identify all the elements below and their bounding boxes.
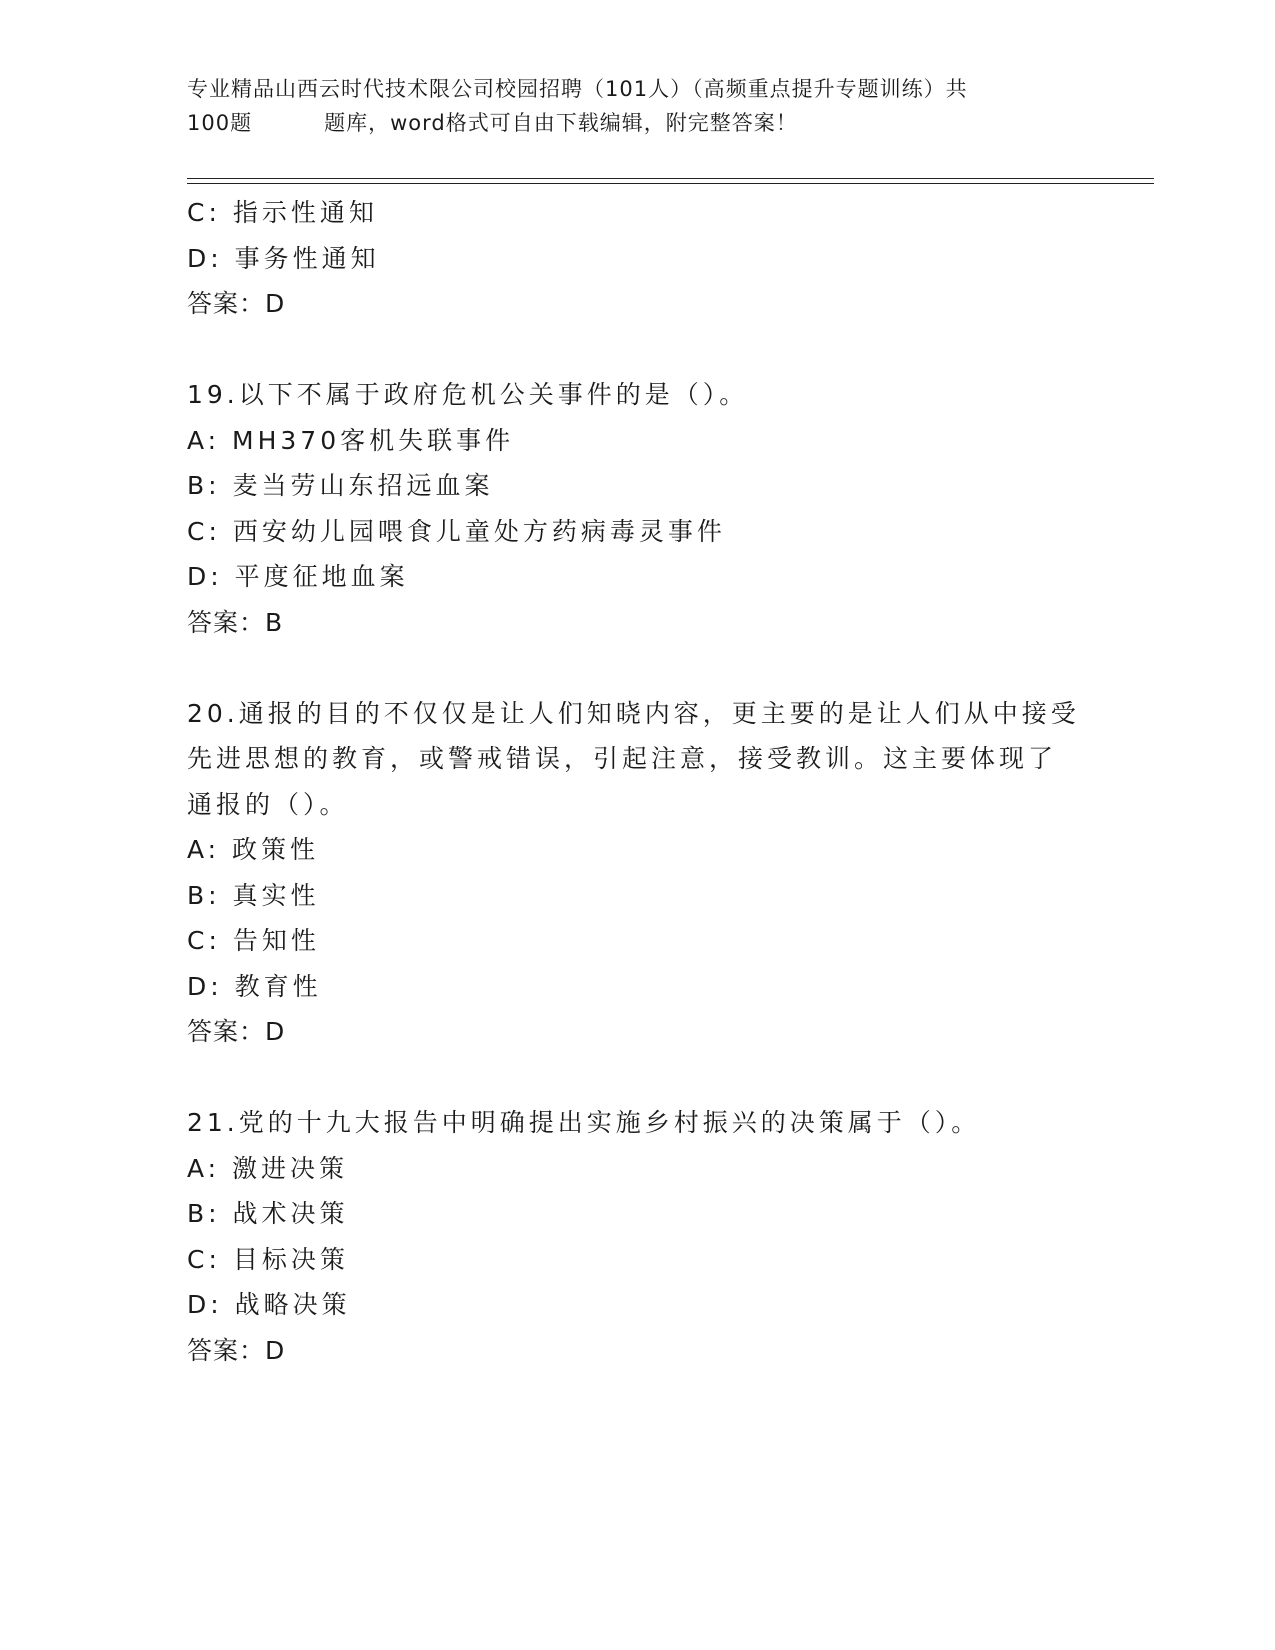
option-d: D: 平度征地血案 [187, 562, 409, 591]
document-header [187, 72, 1087, 140]
question-list [187, 190, 1087, 1373]
question-stem-line-1: 20.通报的目的不仅仅是让人们知晓内容，更主要的是让人们从中接受 [187, 698, 1080, 728]
option-d: D: 战略决策 [187, 1290, 351, 1319]
option-c: C: 告知性 [187, 926, 320, 955]
option-c: C: 目标决策 [187, 1244, 349, 1274]
option-c: C: 指示性通知 [187, 198, 378, 227]
header-line-1: 专业精品山西云时代技术限公司校园招聘（101人）（高频重点提升专题训练）共 [187, 77, 968, 101]
question-stem: 19.以下不属于政府危机公关事件的是（）。 [187, 380, 749, 409]
answer: 答案：D [187, 1335, 286, 1365]
option-b: B: 战术决策 [187, 1199, 349, 1228]
question-18 [187, 190, 1087, 327]
header-description: 题库，word格式可自由下载编辑，附完整答案！ [324, 111, 798, 135]
header-count: 100题 [187, 111, 253, 135]
question-20 [187, 691, 1087, 1055]
answer: 答案：B [187, 607, 284, 637]
header-divider-bottom [187, 183, 1154, 184]
option-a: A: 政策性 [187, 835, 320, 864]
answer: 答案：D [187, 1017, 286, 1046]
question-21 [187, 1100, 1087, 1373]
option-d: D: 事务性通知 [187, 243, 380, 273]
question-stem: 21.党的十九大报告中明确提出实施乡村振兴的决策属于（）。 [187, 1108, 981, 1137]
header-line-2 [187, 106, 1087, 140]
option-b: B: 真实性 [187, 880, 320, 910]
option-a: A: MH370客机失联事件 [187, 425, 515, 455]
option-b: B: 麦当劳山东招远血案 [187, 471, 494, 500]
header-divider-top [187, 178, 1154, 179]
question-19 [187, 372, 1087, 645]
option-c: C: 西安幼儿园喂食儿童处方药病毒灵事件 [187, 516, 726, 546]
question-stem-line-3: 通报的（）。 [187, 789, 349, 819]
option-d: D: 教育性 [187, 971, 322, 1001]
option-a: A: 激进决策 [187, 1153, 349, 1183]
question-stem-line-2: 先进思想的教育，或警戒错误，引起注意，接受教训。这主要体现了 [187, 744, 1058, 773]
answer: 答案：D [187, 289, 286, 318]
